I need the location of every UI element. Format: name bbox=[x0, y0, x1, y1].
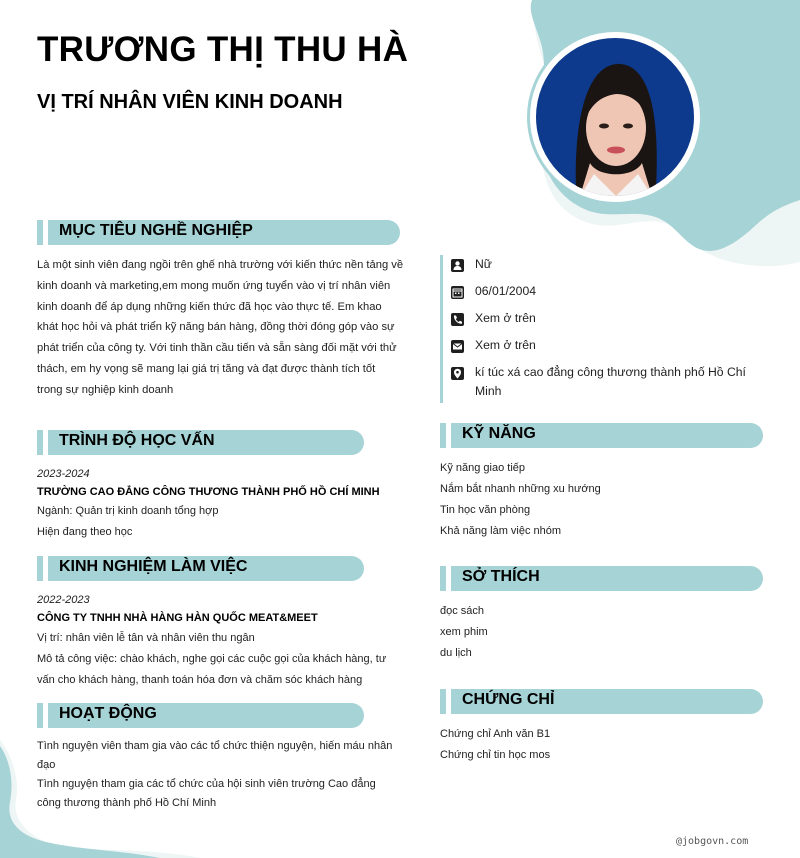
objective-line: trong sự nghiệp kinh doanh bbox=[37, 383, 174, 396]
objective-line: kinh doanh để áp dụng những kiến thức đã học vào thực tế. Em khao bbox=[37, 300, 382, 313]
section-title-activities: HOẠT ĐỘNG bbox=[59, 705, 157, 722]
job-position-title: VỊ TRÍ NHÂN VIÊN KINH DOANH bbox=[37, 91, 343, 113]
calendar-icon bbox=[451, 286, 464, 299]
profile-photo bbox=[536, 38, 694, 196]
objective-line: kinh doanh và marketing,em mong muốn ứng tuyển vào vị trí nhân viên bbox=[37, 279, 391, 292]
certificate-item: Chứng chỉ Anh văn B1 bbox=[440, 728, 551, 740]
watermark: @jobgovn.com bbox=[676, 836, 749, 847]
contact-dob bbox=[443, 282, 773, 309]
objective-line: phát triển của công ty. Với tinh thần cầu tiến và sẵn sàng đối mặt với thử bbox=[37, 342, 397, 355]
section-header-hobbies bbox=[440, 566, 763, 591]
section-header-certificates bbox=[440, 689, 763, 714]
experience-role: Vị trí: nhân viên lễ tân và nhân viên thu ngân bbox=[37, 632, 255, 644]
objective-line: khát học hỏi và phát triển kỹ năng bán hàng, đồng thời đóng góp vào sự bbox=[37, 321, 395, 334]
person-icon bbox=[451, 259, 464, 272]
address-line: kí túc xá cao đẳng công thương thành phố Hồ Chí bbox=[475, 365, 746, 379]
location-pin-icon bbox=[451, 367, 464, 380]
address-value bbox=[475, 363, 746, 401]
hobby-item: xem phim bbox=[440, 626, 488, 638]
section-header-education bbox=[37, 430, 364, 455]
objective-line: Là một sinh viên đang ngồi trên ghế nhà trường với kiến thức nền tảng về bbox=[37, 259, 404, 271]
section-header-experience bbox=[37, 556, 364, 581]
contact-email bbox=[443, 336, 773, 363]
section-title-skills: KỸ NĂNG bbox=[462, 425, 536, 442]
contact-gender bbox=[443, 255, 773, 282]
education-school: TRƯỜNG CAO ĐẲNG CÔNG THƯƠNG THÀNH PHỐ HỒ CHÍ MINH bbox=[37, 486, 380, 498]
experience-description bbox=[37, 649, 407, 690]
contact-address bbox=[443, 363, 773, 403]
phone-value: Xem ở trên bbox=[475, 311, 536, 325]
address-line: Minh bbox=[475, 384, 502, 398]
avatar bbox=[527, 29, 703, 205]
experience-period: 2022-2023 bbox=[37, 594, 90, 606]
contact-info bbox=[440, 255, 773, 403]
hobby-item: đọc sách bbox=[440, 605, 485, 617]
activities-text bbox=[37, 737, 407, 813]
skill-item: Kỹ năng giao tiếp bbox=[440, 462, 526, 474]
skill-item: Khả năng làm việc nhóm bbox=[440, 525, 562, 537]
section-header-skills bbox=[440, 423, 763, 448]
phone-icon bbox=[451, 313, 464, 326]
experience-company: CÔNG TY TNHH NHÀ HÀNG HÀN QUỐC MEAT&MEET bbox=[37, 612, 318, 624]
mail-icon bbox=[451, 340, 464, 353]
contact-phone bbox=[443, 309, 773, 336]
section-header-objective bbox=[37, 220, 400, 245]
education-major: Ngành: Quản trị kinh doanh tổng hợp bbox=[37, 505, 219, 517]
skill-item: Nắm bắt nhanh những xu hướng bbox=[440, 483, 601, 495]
section-title-objective: MỤC TIÊU NGHỀ NGHIỆP bbox=[59, 222, 253, 239]
objective-text bbox=[37, 255, 407, 401]
gender-value: Nữ bbox=[475, 257, 492, 271]
education-status: Hiện đang theo học bbox=[37, 526, 133, 538]
section-title-experience: KINH NGHIỆM LÀM VIỆC bbox=[59, 558, 248, 575]
skill-item: Tin học văn phòng bbox=[440, 504, 531, 516]
experience-desc-line: Mô tả công việc: chào khách, nghe gọi các cuộc gọi của khách hàng, tư bbox=[37, 653, 387, 665]
education-period: 2023-2024 bbox=[37, 468, 90, 480]
activities-line: đạo bbox=[37, 759, 56, 771]
activities-line: công thương thành phố Hồ Chí Minh bbox=[37, 797, 217, 809]
section-title-hobbies: SỞ THÍCH bbox=[462, 568, 540, 585]
experience-desc-line: vấn cho khách hàng, thanh toán hóa đơn và chăm sóc khách hàng bbox=[37, 673, 363, 686]
candidate-name: TRƯƠNG THỊ THU HÀ bbox=[37, 30, 409, 69]
hobby-item: du lịch bbox=[440, 647, 472, 659]
section-title-education: TRÌNH ĐỘ HỌC VẤN bbox=[59, 432, 215, 449]
email-value: Xem ở trên bbox=[475, 338, 536, 352]
objective-line: thách, em hy vọng sẽ mang lại giá trị tăng và đạt được thành tích tốt bbox=[37, 362, 376, 375]
activities-line: Tình nguyện viên tham gia vào các tổ chức thiện nguyện, hiến máu nhân bbox=[37, 740, 393, 752]
section-title-certificates: CHỨNG CHỈ bbox=[462, 691, 555, 708]
section-header-activities bbox=[37, 703, 364, 728]
certificate-item: Chứng chỉ tin học mos bbox=[440, 749, 551, 761]
dob-value: 06/01/2004 bbox=[475, 284, 536, 298]
activities-line: Tình nguyện tham gia các tổ chức của hội sinh viên trường Cao đẳng bbox=[37, 778, 376, 790]
